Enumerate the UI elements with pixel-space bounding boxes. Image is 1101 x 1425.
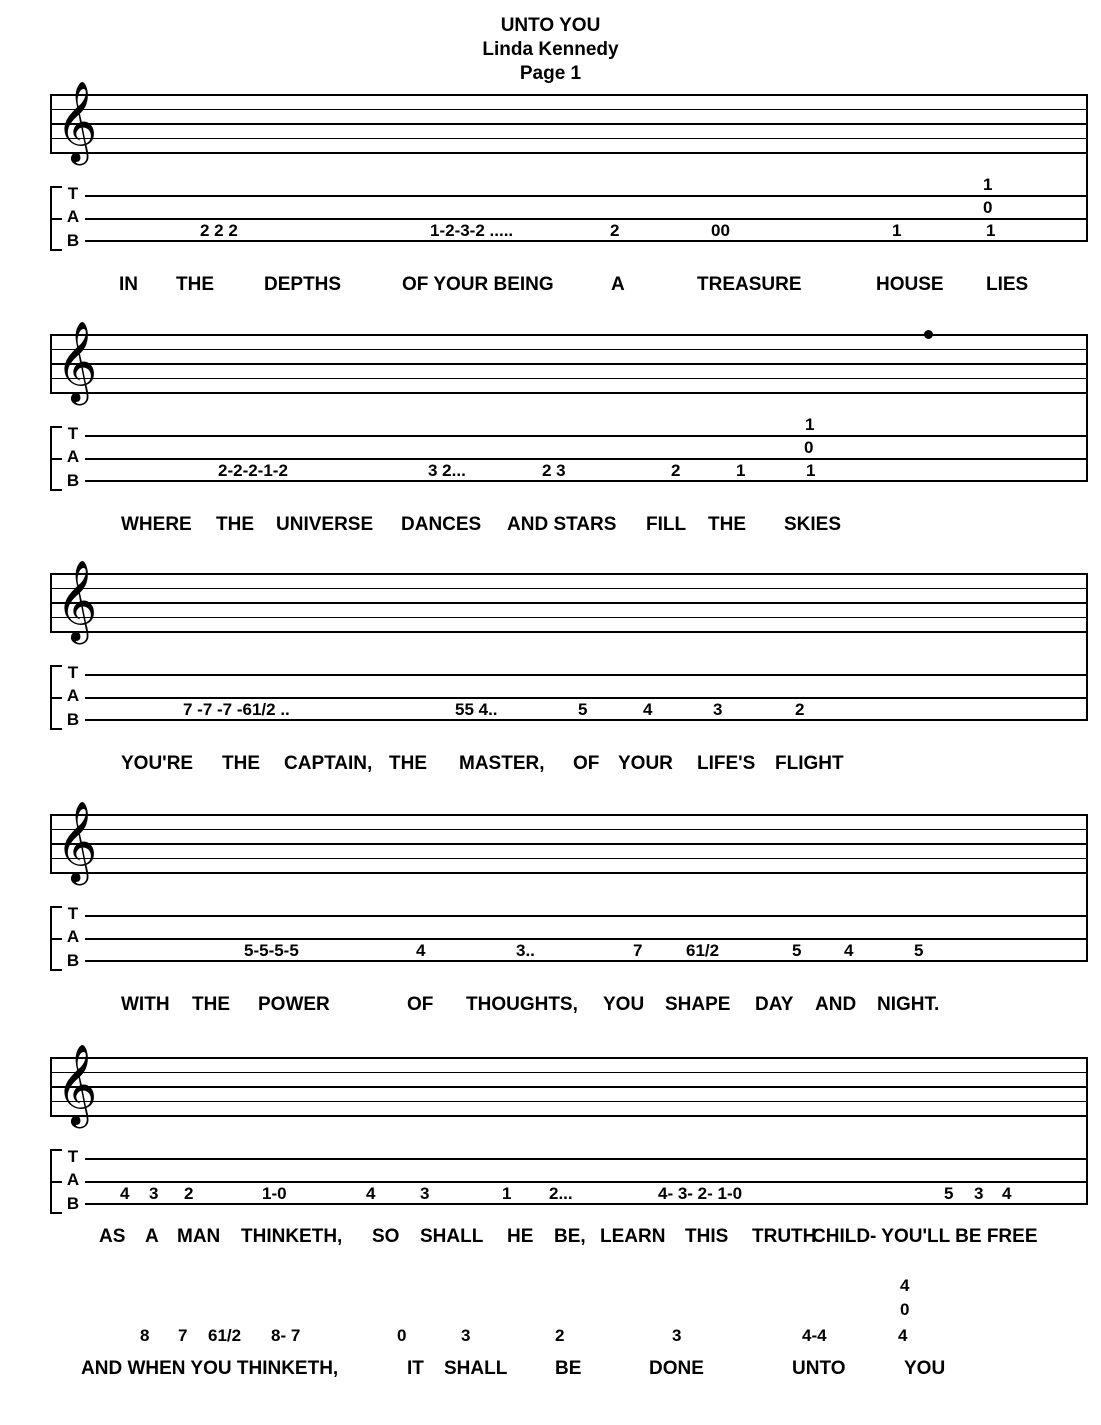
barline bbox=[50, 814, 52, 872]
fret-number: 2 3 bbox=[542, 461, 566, 480]
tab-string-line bbox=[85, 435, 1087, 437]
tab-letter-t: T bbox=[67, 1147, 79, 1166]
fret-number: 2 bbox=[555, 1326, 565, 1345]
lyric-word: OF bbox=[573, 753, 600, 774]
tab-string-line bbox=[85, 674, 1087, 676]
bracket-tick bbox=[50, 218, 62, 220]
tab-letter-b: B bbox=[66, 1194, 80, 1213]
bracket-tick bbox=[50, 665, 62, 667]
lyric-word: OF bbox=[407, 994, 434, 1015]
staff-line bbox=[50, 109, 1087, 111]
fret-number: 4- 3- 2- 1-0 bbox=[658, 1184, 743, 1203]
lyric-word: BE, bbox=[554, 1226, 586, 1247]
staff-line bbox=[50, 602, 1087, 604]
treble-clef-icon: 𝄞 bbox=[56, 559, 98, 641]
staff-line bbox=[50, 1101, 1087, 1103]
lyric-word: THE bbox=[192, 994, 230, 1015]
bracket-tick bbox=[50, 1181, 62, 1183]
lyric-word: SHAPE bbox=[665, 994, 731, 1015]
lyric-word: SHALL bbox=[444, 1358, 508, 1379]
lyric-word: UNTO bbox=[792, 1358, 846, 1379]
fret-number: 0 bbox=[397, 1326, 407, 1345]
staff-line bbox=[50, 378, 1087, 380]
treble-clef-icon: 𝄞 bbox=[56, 1043, 98, 1125]
lyric-word: WITH bbox=[121, 994, 170, 1015]
fret-number: 0 bbox=[900, 1300, 910, 1319]
tab-letter-a: A bbox=[66, 927, 80, 946]
lyric-word: HOUSE bbox=[876, 274, 944, 295]
staff-line bbox=[50, 872, 1087, 874]
fret-number: 4-4 bbox=[802, 1326, 827, 1345]
lyric-word: BE bbox=[555, 1358, 582, 1379]
tab-string-line bbox=[85, 458, 1087, 460]
barline bbox=[50, 94, 52, 152]
staff-line bbox=[50, 392, 1087, 394]
lyric-word: THE bbox=[222, 753, 260, 774]
staff-line bbox=[50, 814, 1087, 816]
fret-number: 3.. bbox=[516, 941, 535, 960]
staff-line bbox=[50, 588, 1087, 590]
lyric-word: THE bbox=[389, 753, 427, 774]
fret-number: 3 bbox=[974, 1184, 984, 1203]
barline bbox=[1086, 334, 1088, 482]
tab-string-line bbox=[85, 938, 1087, 940]
fret-number: 2 bbox=[671, 461, 681, 480]
barline bbox=[50, 1057, 52, 1115]
fret-number: 5 bbox=[944, 1184, 954, 1203]
fret-number: 1 bbox=[805, 415, 815, 434]
fret-number: 2 bbox=[795, 700, 805, 719]
tab-string-line bbox=[85, 1203, 1087, 1205]
staff-line bbox=[50, 858, 1087, 860]
lyric-word: THINKETH, bbox=[241, 1226, 343, 1247]
tab-letter-b: B bbox=[66, 710, 80, 729]
staff-line bbox=[50, 631, 1087, 633]
lyric-word: FLIGHT bbox=[775, 753, 844, 774]
lyric-word: IN bbox=[119, 274, 138, 295]
bracket-tick bbox=[50, 186, 62, 188]
barline bbox=[1086, 814, 1088, 962]
fret-number: 7 bbox=[633, 941, 643, 960]
lyric-word: THOUGHTS, bbox=[466, 994, 578, 1015]
tab-letter-t: T bbox=[67, 663, 79, 682]
fret-number: 1 bbox=[806, 461, 816, 480]
fret-number: 00 bbox=[711, 221, 730, 240]
fret-number: 5 bbox=[914, 941, 924, 960]
tab-string-line bbox=[85, 1158, 1087, 1160]
fret-number: 2 bbox=[610, 221, 620, 240]
tab-system-3 bbox=[0, 559, 1101, 813]
bracket-tick bbox=[50, 426, 62, 428]
lyric-word: YOUR bbox=[618, 753, 673, 774]
staff-line bbox=[50, 363, 1087, 365]
lyric-word: A bbox=[145, 1226, 159, 1247]
lyric-word: LIES bbox=[986, 274, 1029, 295]
lyric-word: CAPTAIN, bbox=[284, 753, 373, 774]
staff-line bbox=[50, 1057, 1087, 1059]
lyric-word: AS bbox=[99, 1226, 126, 1247]
staff-line bbox=[50, 1072, 1087, 1074]
lyric-word: THIS bbox=[685, 1226, 729, 1247]
fret-number: 1-0 bbox=[262, 1184, 287, 1203]
tab-system-2 bbox=[0, 320, 1101, 574]
song-title: UNTO YOU bbox=[500, 15, 601, 36]
fret-number: 55 4.. bbox=[455, 700, 498, 719]
staff-line bbox=[50, 829, 1087, 831]
staff-line bbox=[50, 94, 1087, 96]
staff-line bbox=[50, 123, 1087, 125]
lyric-word: DAY bbox=[755, 994, 794, 1015]
lyric-word: AND bbox=[815, 994, 857, 1015]
lyric-word: WHERE bbox=[121, 514, 192, 535]
fret-number: 0 bbox=[983, 198, 993, 217]
tab-string-line bbox=[85, 218, 1087, 220]
bracket-tick bbox=[50, 906, 62, 908]
bracket-tick bbox=[50, 697, 62, 699]
fret-number: 1 bbox=[986, 221, 996, 240]
lyric-word: DEPTHS bbox=[264, 274, 342, 295]
tab-system-1 bbox=[0, 80, 1101, 334]
lyric-word: SHALL bbox=[420, 1226, 484, 1247]
staff-line bbox=[50, 843, 1087, 845]
fret-number: 7 -7 -7 -61/2 .. bbox=[183, 700, 290, 719]
lyric-word: AND WHEN YOU THINKETH, bbox=[81, 1358, 339, 1379]
lyric-word: YOU'RE bbox=[121, 753, 194, 774]
fret-number: 3 bbox=[461, 1326, 471, 1345]
bracket-tick bbox=[50, 249, 62, 251]
fret-number: 2... bbox=[549, 1184, 573, 1203]
fret-number: 4 bbox=[1002, 1184, 1012, 1203]
tab-letter-b: B bbox=[66, 471, 80, 490]
lyric-word: TRUTH bbox=[752, 1226, 817, 1247]
staff-line bbox=[50, 573, 1087, 575]
tab-letter-a: A bbox=[66, 447, 80, 466]
tab-string-line bbox=[85, 1181, 1087, 1183]
fret-number: 2 bbox=[184, 1184, 194, 1203]
lyric-word: DANCES bbox=[401, 514, 482, 535]
bracket-tick bbox=[50, 728, 62, 730]
tab-string-line bbox=[85, 960, 1087, 962]
lyric-word: POWER bbox=[258, 994, 330, 1015]
barline bbox=[50, 573, 52, 631]
staff-line bbox=[50, 617, 1087, 619]
tab-letter-t: T bbox=[67, 424, 79, 443]
tab-string-line bbox=[85, 195, 1087, 197]
fret-number: 4 bbox=[120, 1184, 130, 1203]
fret-number: 3 bbox=[420, 1184, 430, 1203]
fret-number: 1 bbox=[892, 221, 902, 240]
lyric-word: THE bbox=[708, 514, 746, 535]
lyric-word: OF YOUR BEING bbox=[402, 274, 554, 295]
bracket-tick bbox=[50, 938, 62, 940]
tab-system-5 bbox=[0, 1043, 1101, 1297]
tab-string-line bbox=[85, 697, 1087, 699]
treble-clef-icon: 𝄞 bbox=[56, 320, 98, 402]
fret-number: 2-2-2-1-2 bbox=[218, 461, 288, 480]
title-block bbox=[0, 14, 1101, 86]
tab-letter-b: B bbox=[66, 951, 80, 970]
author-name: Linda Kennedy bbox=[482, 39, 619, 60]
fret-number: 1 bbox=[983, 175, 993, 194]
fret-number: 3 bbox=[672, 1326, 682, 1345]
bracket-tick bbox=[50, 1149, 62, 1151]
fret-number: 4 bbox=[366, 1184, 376, 1203]
lyric-word: FILL bbox=[646, 514, 687, 535]
fret-number: 61/2 bbox=[686, 941, 720, 960]
lyric-word: MASTER, bbox=[459, 753, 545, 774]
lyric-word: HE bbox=[507, 1226, 534, 1247]
tab-letter-a: A bbox=[66, 1170, 80, 1189]
barline bbox=[50, 334, 52, 392]
fret-number: 5-5-5-5 bbox=[244, 941, 299, 960]
bracket-tick bbox=[50, 489, 62, 491]
lyric-word: SO bbox=[372, 1226, 400, 1247]
fret-number: 8 bbox=[140, 1326, 150, 1345]
fret-number: 3 2... bbox=[428, 461, 466, 480]
lyric-word: THE bbox=[216, 514, 254, 535]
fret-number: 7 bbox=[178, 1326, 188, 1345]
barline bbox=[1086, 573, 1088, 721]
lyric-word: IT bbox=[407, 1358, 424, 1379]
bracket-tick bbox=[50, 458, 62, 460]
fret-number: 3 bbox=[149, 1184, 159, 1203]
staff-line bbox=[50, 152, 1087, 154]
lyric-word: SKIES bbox=[784, 514, 842, 535]
fret-number: 5 bbox=[792, 941, 802, 960]
lyric-word: TREASURE bbox=[697, 274, 802, 295]
lyric-word: AND STARS bbox=[507, 514, 617, 535]
tab-system-4 bbox=[0, 800, 1101, 1054]
fret-number: 4 bbox=[643, 700, 653, 719]
fret-number: 61/2 bbox=[208, 1326, 242, 1345]
tab-letter-t: T bbox=[67, 904, 79, 923]
lyric-word: YOU bbox=[904, 1358, 946, 1379]
fret-number: 8- 7 bbox=[271, 1326, 301, 1345]
lyric-word: THE bbox=[176, 274, 214, 295]
staff-line bbox=[50, 1115, 1087, 1117]
treble-clef-icon: 𝄞 bbox=[56, 80, 98, 162]
fret-number: 3 bbox=[713, 700, 723, 719]
fret-number: 2 2 2 bbox=[200, 221, 238, 240]
lyric-word: MAN bbox=[177, 1226, 221, 1247]
tab-letter-b: B bbox=[66, 231, 80, 250]
barline bbox=[1086, 1057, 1088, 1205]
tab-letter-t: T bbox=[67, 184, 79, 203]
fret-number: 4 bbox=[844, 941, 854, 960]
lyric-word: CHILD- YOU'LL BE FREE bbox=[812, 1226, 1038, 1247]
bracket-tick bbox=[50, 1212, 62, 1214]
tab-letter-a: A bbox=[66, 207, 80, 226]
page-number: Page 1 bbox=[519, 63, 582, 84]
fret-number: 0 bbox=[804, 438, 814, 457]
fret-number: 4 bbox=[416, 941, 426, 960]
lyric-word: UNIVERSE bbox=[276, 514, 374, 535]
staff-line bbox=[50, 349, 1087, 351]
fret-number: 5 bbox=[578, 700, 588, 719]
fret-number: 4 bbox=[900, 1276, 910, 1295]
treble-clef-icon: 𝄞 bbox=[56, 800, 98, 882]
bracket-tick bbox=[50, 969, 62, 971]
fret-number: 4 bbox=[898, 1326, 908, 1345]
tab-letter-a: A bbox=[66, 686, 80, 705]
lyric-word: LIFE'S bbox=[697, 753, 756, 774]
lyric-word: NIGHT. bbox=[877, 994, 940, 1015]
note-dot bbox=[924, 330, 933, 339]
lyric-word: YOU bbox=[603, 994, 645, 1015]
staff-line bbox=[50, 1086, 1087, 1088]
fret-number: 1-2-3-2 ..... bbox=[430, 221, 514, 240]
staff-line bbox=[50, 138, 1087, 140]
fret-number: 1 bbox=[736, 461, 746, 480]
tab-string-line bbox=[85, 915, 1087, 917]
lyric-word: DONE bbox=[649, 1358, 704, 1379]
lyric-word: A bbox=[611, 274, 625, 295]
lyric-word: LEARN bbox=[600, 1226, 666, 1247]
fret-number: 1 bbox=[502, 1184, 512, 1203]
barline bbox=[1086, 94, 1088, 242]
